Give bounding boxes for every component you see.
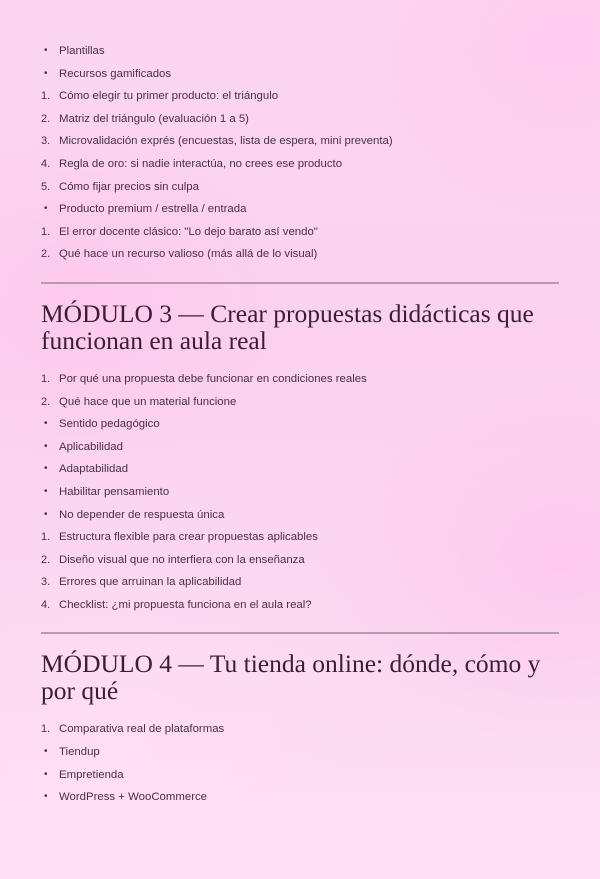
list-item-text: Microvalidación exprés (encuestas, lista de espera, mini preventa)	[59, 135, 393, 148]
list-item	[41, 85, 559, 108]
list-item-text: Diseño visual que no interfiera con la enseñanza	[59, 553, 305, 566]
number-marker: 2.	[41, 395, 51, 408]
number-marker: 5.	[41, 180, 51, 193]
list-item-text: No depender de respuesta única	[59, 508, 225, 521]
list-item	[41, 243, 559, 266]
number-marker: 1.	[41, 723, 51, 736]
list-item-text: Regla de oro: si nadie interactúa, no crees ese producto	[59, 157, 343, 170]
bullet-marker: •	[44, 508, 48, 520]
module-3-section	[41, 298, 559, 617]
number-marker: 4.	[41, 157, 51, 170]
intro-list	[41, 40, 559, 266]
list-item	[41, 786, 559, 809]
list-item	[41, 413, 559, 436]
list-item	[41, 391, 559, 414]
list-item	[41, 458, 559, 481]
list-item	[41, 153, 559, 176]
module-4-list	[41, 718, 559, 808]
bullet-marker: •	[44, 45, 48, 56]
list-item-text: Adaptabilidad	[59, 463, 129, 476]
list-item	[41, 176, 559, 199]
list-item-text: Por qué una propuesta debe funcionar en condiciones reales	[59, 372, 367, 385]
section-divider	[41, 282, 559, 284]
number-marker: 2.	[41, 553, 51, 566]
document-content	[41, 40, 559, 809]
bullet-marker: •	[44, 746, 48, 758]
section-divider	[41, 632, 559, 634]
module-4-heading: MÓDULO 4 — Tu tienda online: dónde, cómo y por qué	[41, 649, 541, 706]
number-marker: 1.	[41, 531, 51, 544]
number-marker: 1.	[41, 372, 51, 385]
list-item-text: Cómo fijar precios sin culpa	[59, 180, 199, 193]
list-item	[41, 718, 559, 741]
list-item-text: Recursos gamificados	[59, 67, 172, 80]
number-marker: 2.	[41, 112, 51, 125]
list-item	[41, 481, 559, 504]
list-item	[41, 108, 559, 131]
number-marker: 1.	[41, 225, 51, 238]
list-item-text: Matriz del triángulo (evaluación 1 a 5)	[59, 112, 249, 125]
number-marker: 3.	[41, 576, 51, 589]
bullet-marker: •	[44, 203, 48, 215]
list-item	[41, 63, 559, 86]
number-marker: 1.	[41, 90, 51, 103]
list-item-text: Qué hace que un material funcione	[59, 395, 237, 408]
module-3-heading: MÓDULO 3 — Crear propuestas didácticas que funcionan en aula real	[41, 298, 534, 355]
list-item-text: Cómo elegir tu primer producto: el triángulo	[59, 90, 279, 103]
bullet-marker: •	[44, 418, 48, 430]
list-item	[41, 436, 559, 459]
bullet-marker: •	[44, 440, 48, 452]
list-item	[41, 526, 559, 549]
list-item-text: El error docente clásico: "Lo dejo barato así vendo"	[59, 225, 318, 238]
list-item-text: WordPress + WooCommerce	[59, 791, 208, 804]
list-item-text: Estructura flexible para crear propuestas aplicables	[59, 531, 318, 544]
bullet-marker: •	[44, 768, 48, 780]
list-item-text: Aplicabilidad	[59, 440, 123, 453]
list-item-text: Habilitar pensamiento	[59, 485, 170, 498]
list-item-text: Qué hace un recurso valioso (más allá de lo visual)	[59, 248, 318, 261]
list-item-text: Producto premium / estrella / entrada	[59, 203, 247, 216]
bullet-marker: •	[44, 791, 48, 803]
list-item	[41, 40, 559, 63]
list-item-text: Empretienda	[59, 768, 124, 781]
list-item	[41, 504, 559, 527]
list-item	[41, 764, 559, 787]
list-item-text: Comparativa real de plataformas	[59, 723, 225, 736]
list-item	[41, 368, 559, 391]
bullet-marker: •	[44, 67, 48, 79]
number-marker: 3.	[41, 135, 51, 148]
number-marker: 4.	[41, 598, 51, 611]
module-4-section	[41, 648, 559, 808]
list-item	[41, 549, 559, 572]
number-marker: 2.	[41, 248, 51, 261]
list-item	[41, 130, 559, 153]
list-item-text: Errores que arruinan la aplicabilidad	[59, 576, 242, 589]
list-item-text: Sentido pedagógico	[59, 418, 160, 431]
bullet-marker: •	[44, 485, 48, 497]
list-item	[41, 594, 559, 617]
list-item-text: Checklist: ¿mi propuesta funciona en el aula real?	[59, 598, 312, 611]
list-item-text: Plantillas	[59, 45, 105, 57]
bullet-marker: •	[44, 463, 48, 475]
list-item	[41, 571, 559, 594]
module-3-list	[41, 368, 559, 617]
list-item	[41, 221, 559, 244]
list-item	[41, 741, 559, 764]
list-item	[41, 198, 559, 221]
list-item-text: Tiendup	[59, 746, 100, 759]
